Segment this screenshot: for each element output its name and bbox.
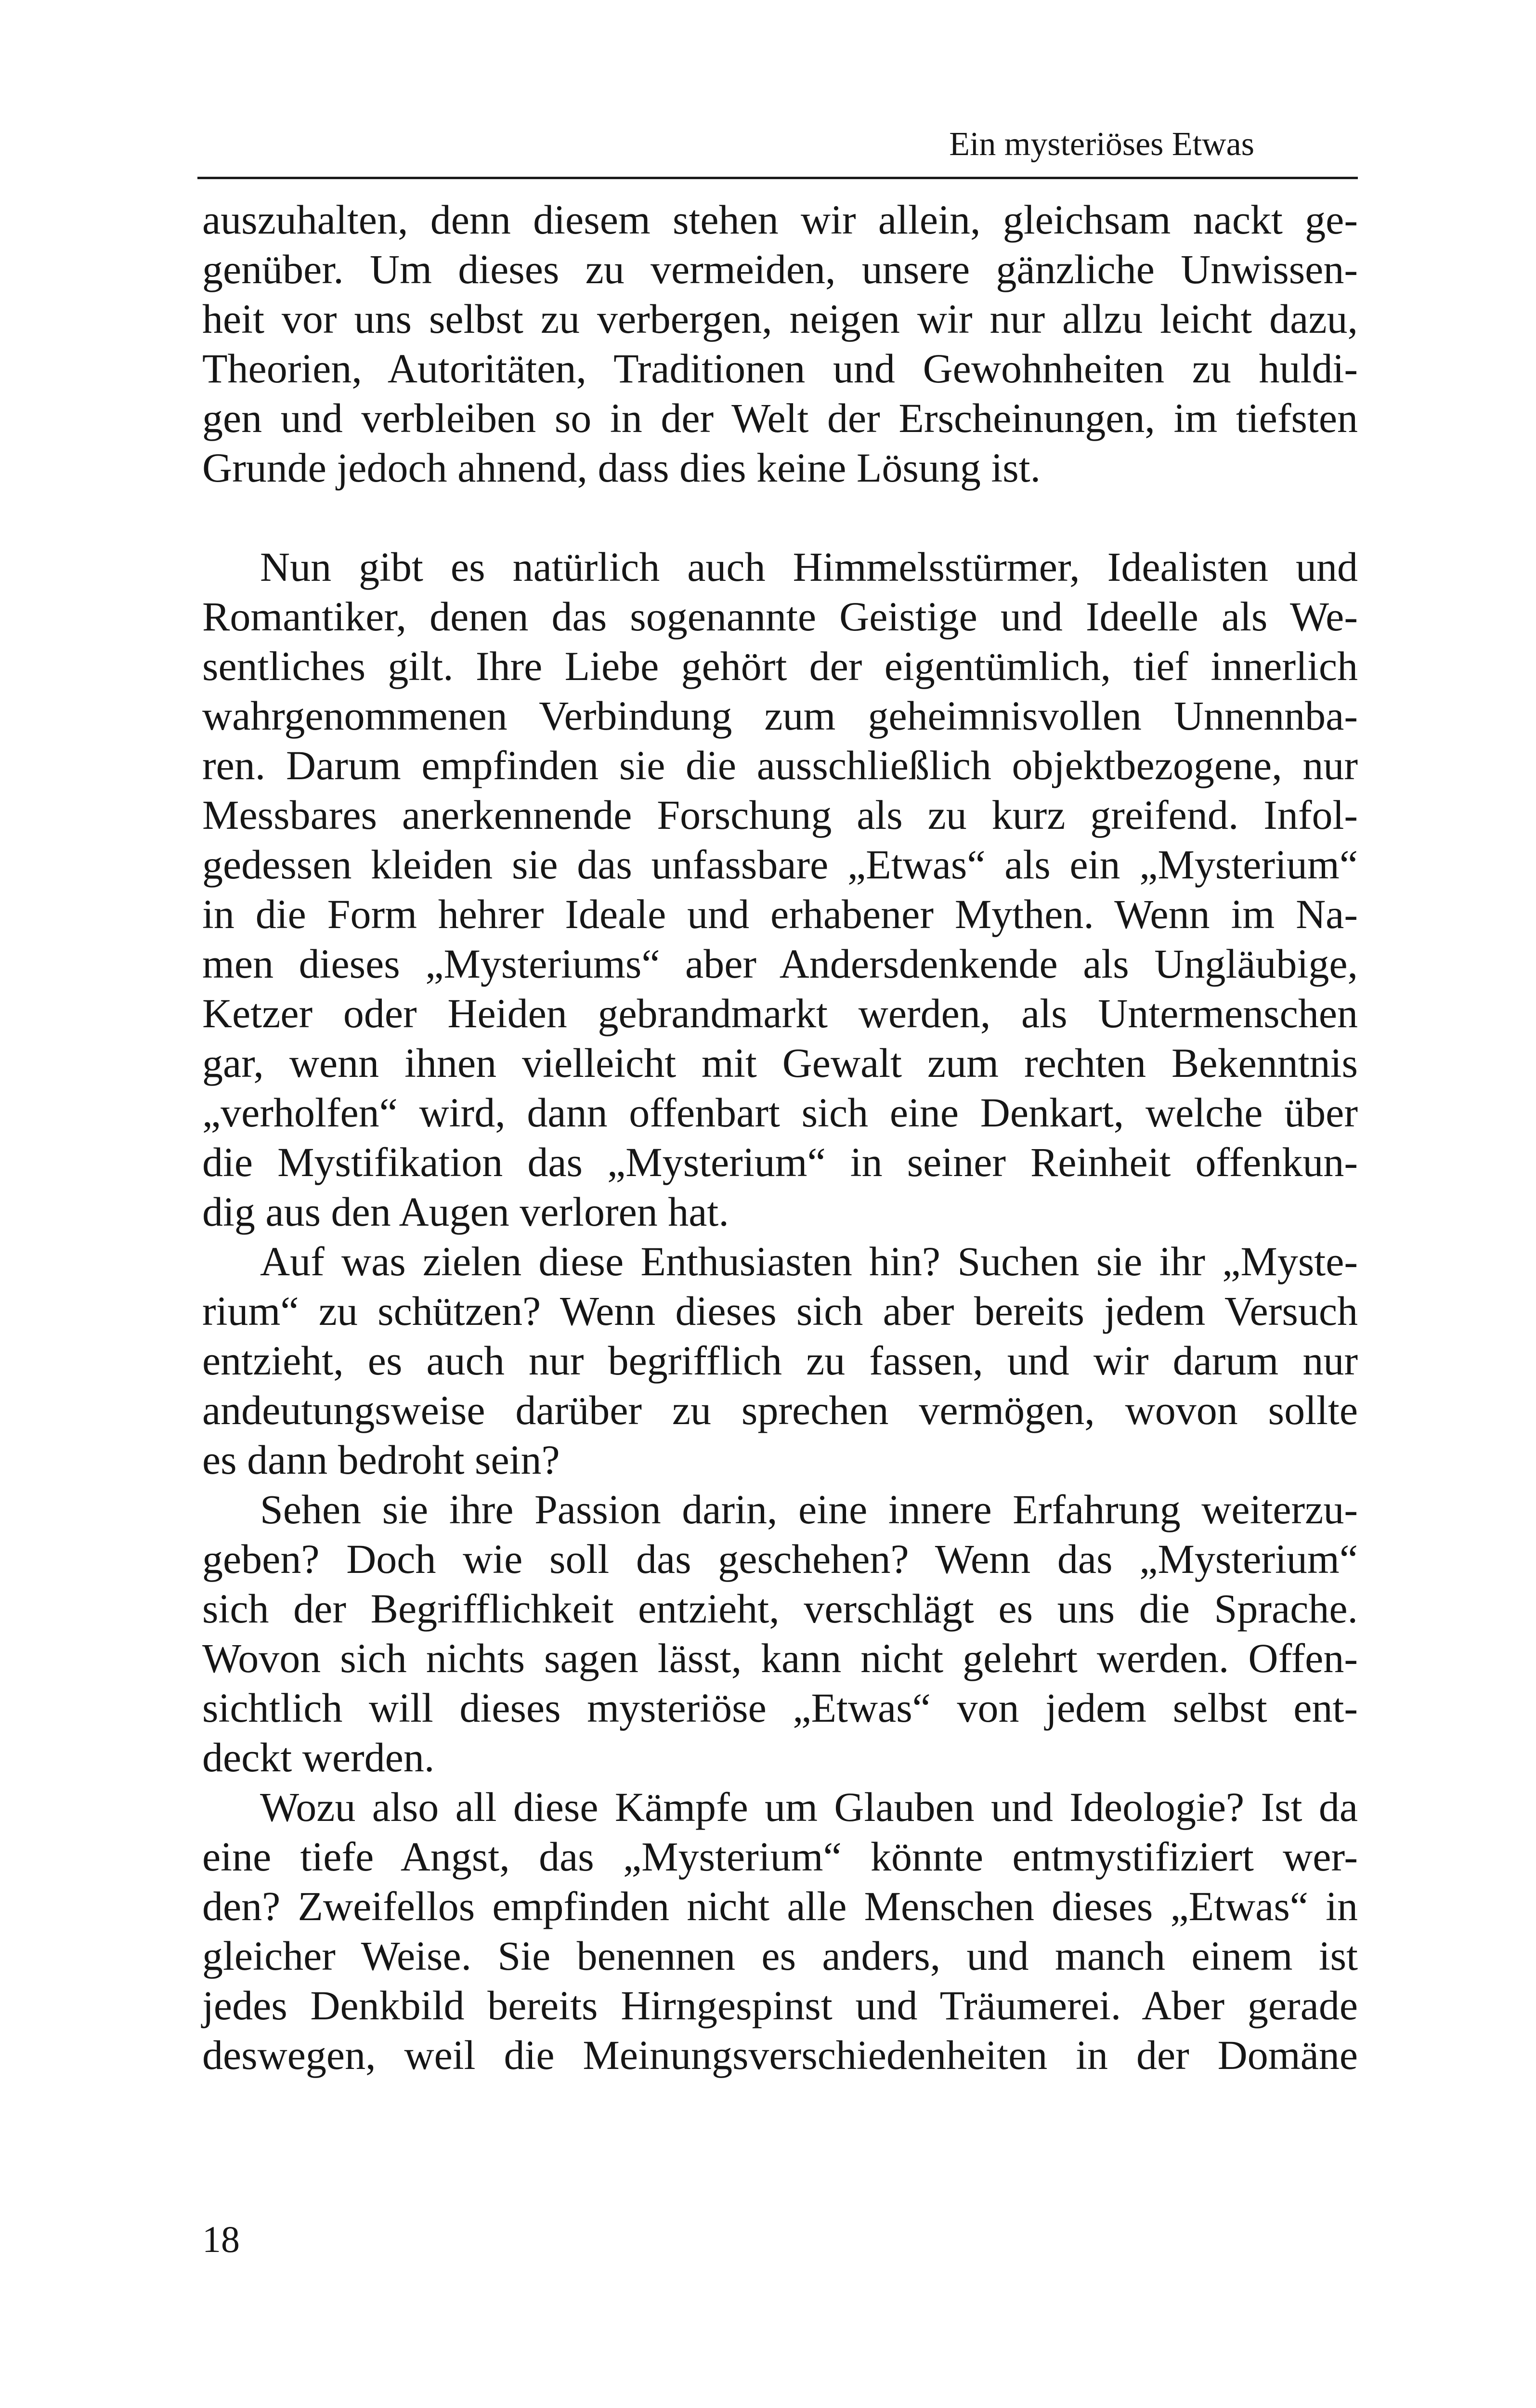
text-line: gar, wenn ihnen vielleicht mit Gewalt zum rechten Bekenntnis xyxy=(202,1040,1358,1086)
text-line: gleicher Weise. Sie benennen es anders, und manch einem ist xyxy=(202,1933,1358,1979)
text-line: Wovon sich nichts sagen lässt, kann nicht gelehrt werden. Offen- xyxy=(202,1635,1358,1681)
text-line: entzieht, es auch nur begrifflich zu fassen, und wir darum nur xyxy=(202,1337,1358,1384)
text-line: ren. Darum empfinden sie die ausschließlich objektbezogene, nur xyxy=(202,742,1358,788)
text-line: men dieses „Mysteriums“ aber Andersdenkende als Ungläubige, xyxy=(202,941,1358,987)
text-line: heit vor uns selbst zu verbergen, neigen wir nur allzu leicht dazu, xyxy=(202,296,1358,342)
text-line: die Mystifikation das „Mysterium“ in seiner Reinheit offenkun- xyxy=(202,1139,1358,1185)
text-line: Wozu also all diese Kämpfe um Glauben und Ideologie? Ist da xyxy=(260,1784,1358,1830)
text-line: geben? Doch wie soll das geschehen? Wenn das „Mysterium“ xyxy=(202,1536,1358,1582)
text-line: wahrgenommenen Verbindung zum geheimnisvollen Unnennba- xyxy=(202,693,1358,739)
page-number: 18 xyxy=(202,2218,240,2260)
header-rule xyxy=(197,177,1358,179)
text-line: deckt werden. xyxy=(202,1734,435,1780)
text-line: in die Form hehrer Ideale und erhabener Mythen. Wenn im Na- xyxy=(202,891,1358,937)
text-line: deswegen, weil die Meinungsverschiedenheiten in der Domäne xyxy=(202,2032,1358,2078)
text-line: sentliches gilt. Ihre Liebe gehört der eigentümlich, tief innerlich xyxy=(202,643,1358,689)
text-line: eine tiefe Angst, das „Mysterium“ könnte entmystifiziert wer- xyxy=(202,1833,1358,1880)
text-line: Auf was zielen diese Enthusiasten hin? Suchen sie ihr „Myste- xyxy=(260,1238,1358,1284)
text-line: sich der Begrifflichkeit entzieht, verschlägt es uns die Sprache. xyxy=(202,1585,1358,1632)
text-line: sichtlich will dieses mysteriöse „Etwas“ von jedem selbst ent- xyxy=(202,1685,1358,1731)
text-line: dig aus den Augen verloren hat. xyxy=(202,1189,729,1235)
text-line: den? Zweifellos empfinden nicht alle Menschen dieses „Etwas“ in xyxy=(202,1883,1358,1929)
text-line: jedes Denkbild bereits Hirngespinst und Träumerei. Aber gerade xyxy=(202,1982,1358,2028)
text-line: gen und verbleiben so in der Welt der Erscheinungen, im tiefsten xyxy=(202,395,1358,441)
text-line: „verholfen“ wird, dann offenbart sich eine Denkart, welche über xyxy=(202,1089,1358,1136)
text-line: genüber. Um dieses zu vermeiden, unsere gänzliche Unwissen- xyxy=(202,246,1358,292)
text-line: es dann bedroht sein? xyxy=(202,1437,560,1483)
text-line: rium“ zu schützen? Wenn dieses sich aber bereits jedem Versuch xyxy=(202,1288,1358,1334)
text-line: andeutungsweise darüber zu sprechen vermögen, wovon sollte xyxy=(202,1387,1358,1433)
text-line: gedessen kleiden sie das unfassbare „Etwas“ als ein „Mysterium“ xyxy=(202,841,1358,888)
text-line: auszuhalten, denn diesem stehen wir allein, gleichsam nackt ge- xyxy=(202,196,1358,243)
text-line: Ketzer oder Heiden gebrandmarkt werden, als Untermenschen xyxy=(202,990,1358,1036)
text-line: Nun gibt es natürlich auch Himmelsstürmer, Idealisten und xyxy=(260,544,1358,590)
paragraph-gap xyxy=(202,493,1358,542)
text-line: Romantiker, denen das sogenannte Geistige und Ideelle als We- xyxy=(202,593,1358,640)
text-line: Sehen sie ihre Passion darin, eine innere Erfahrung weiterzu- xyxy=(260,1486,1358,1532)
text-line: Theorien, Autoritäten, Traditionen und Gewohnheiten zu huldi- xyxy=(202,345,1358,392)
running-header: Ein mysteriöses Etwas xyxy=(949,126,1254,163)
body-text xyxy=(202,195,1358,2080)
text-line: Grunde jedoch ahnend, dass dies keine Lösung ist. xyxy=(202,445,1041,491)
text-line: Messbares anerkennende Forschung als zu kurz greifend. Infol- xyxy=(202,792,1358,838)
